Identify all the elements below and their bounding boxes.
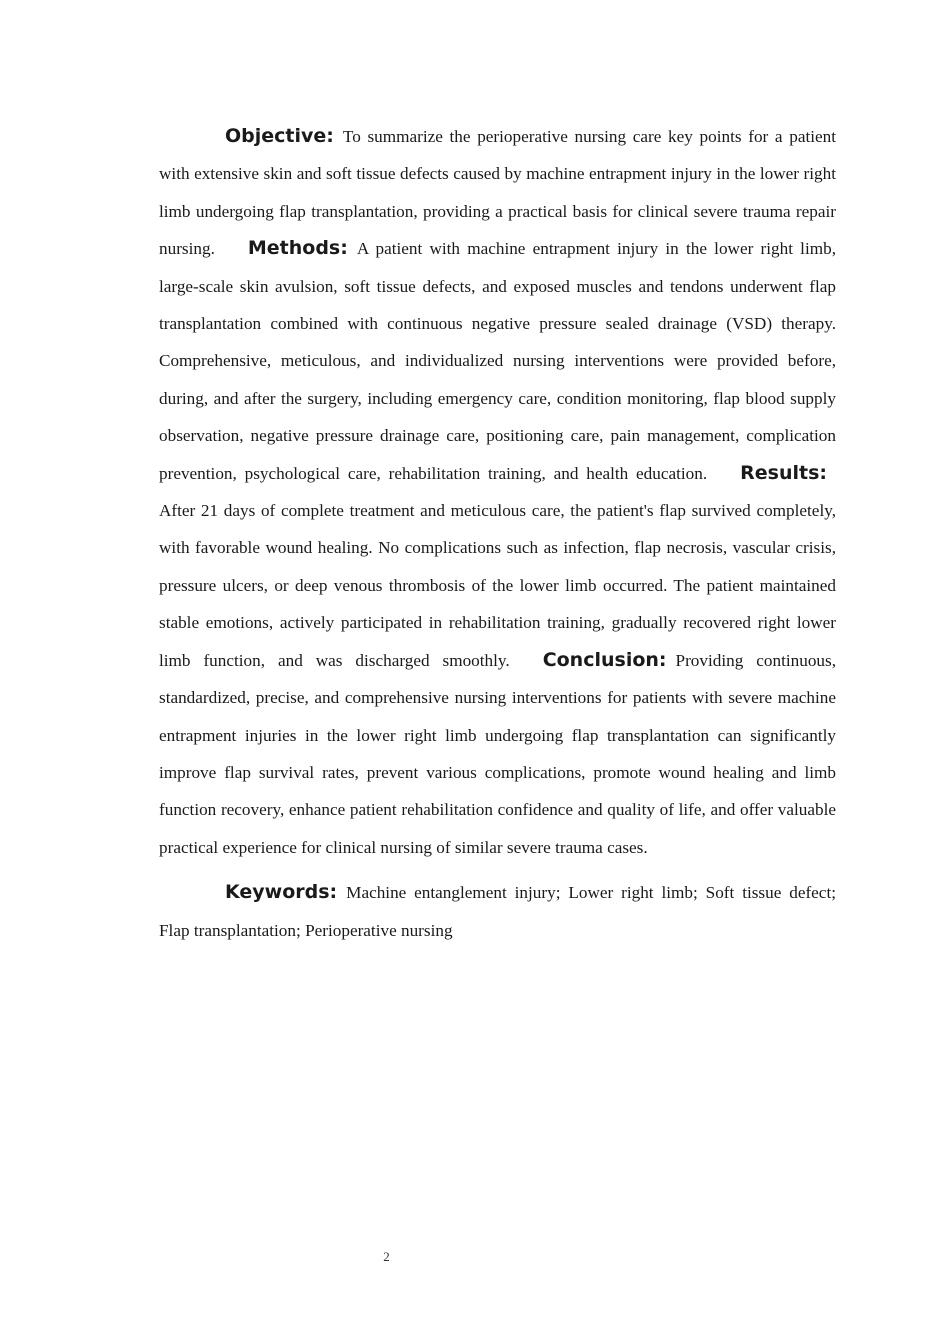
results-text: After 21 days of complete treatment and meticulous care, the patient's flap survived completely, with favorable wound healing. No complications such as infection, flap necrosis, vascular crisis, pressure ulcers, or deep venous thrombosis of the lower limb occurred. The patient maintained stable emotions, actively participated in rehabilitation training, gradually recovered right lower limb function, and was discharged smoothly. <box>159 501 836 670</box>
methods-heading: Methods: <box>247 237 348 260</box>
conclusion-heading: Conclusion: <box>542 648 667 671</box>
methods-text: A patient with machine entrapment injury in the lower right limb, large-scale skin avulsion, soft tissue defects, and exposed muscles and tendons underwent flap transplantation combined with continuous negative pressure sealed drainage (VSD) therapy. Comprehensive, meticulous, and individualized nursing interventions were provided before, during, and after the surgery, including emergency care, condition monitoring, flap blood supply observation, negative pressure drainage care, positioning care, pain management, complication prevention, psychological care, rehabilitation training, and health education. <box>159 239 836 483</box>
keywords-heading: Keywords: <box>225 881 338 904</box>
results-heading: Results: <box>740 461 827 484</box>
conclusion-text: Providing continuous, standardized, precise, and comprehensive nursing interventions for patients with severe machine entrapment injuries in the lower right limb undergoing flap transplantation can significantly improve flap survival rates, prevent various complications, promote wound healing and limb function recovery, enhance patient rehabilitation confidence and quality of life, and offer valuable practical experience for clinical nursing of similar severe trauma cases. <box>159 650 836 857</box>
objective-text: To summarize the perioperative nursing care key points for a patient with extensive skin and soft tissue defects caused by machine entrapment injury in the lower right limb undergoing flap transplantation, providing a practical basis for clinical severe trauma repair nursing. <box>159 127 836 259</box>
page-number: 2 <box>383 1249 390 1264</box>
keywords-text: Machine entanglement injury; Lower right limb; Soft tissue defect; Flap transplantation; Perioperative nursing <box>159 883 836 940</box>
objective-heading: Objective: <box>225 125 334 147</box>
keywords-paragraph <box>159 874 836 949</box>
abstract-paragraph <box>159 118 836 866</box>
abstract-body <box>159 118 836 949</box>
